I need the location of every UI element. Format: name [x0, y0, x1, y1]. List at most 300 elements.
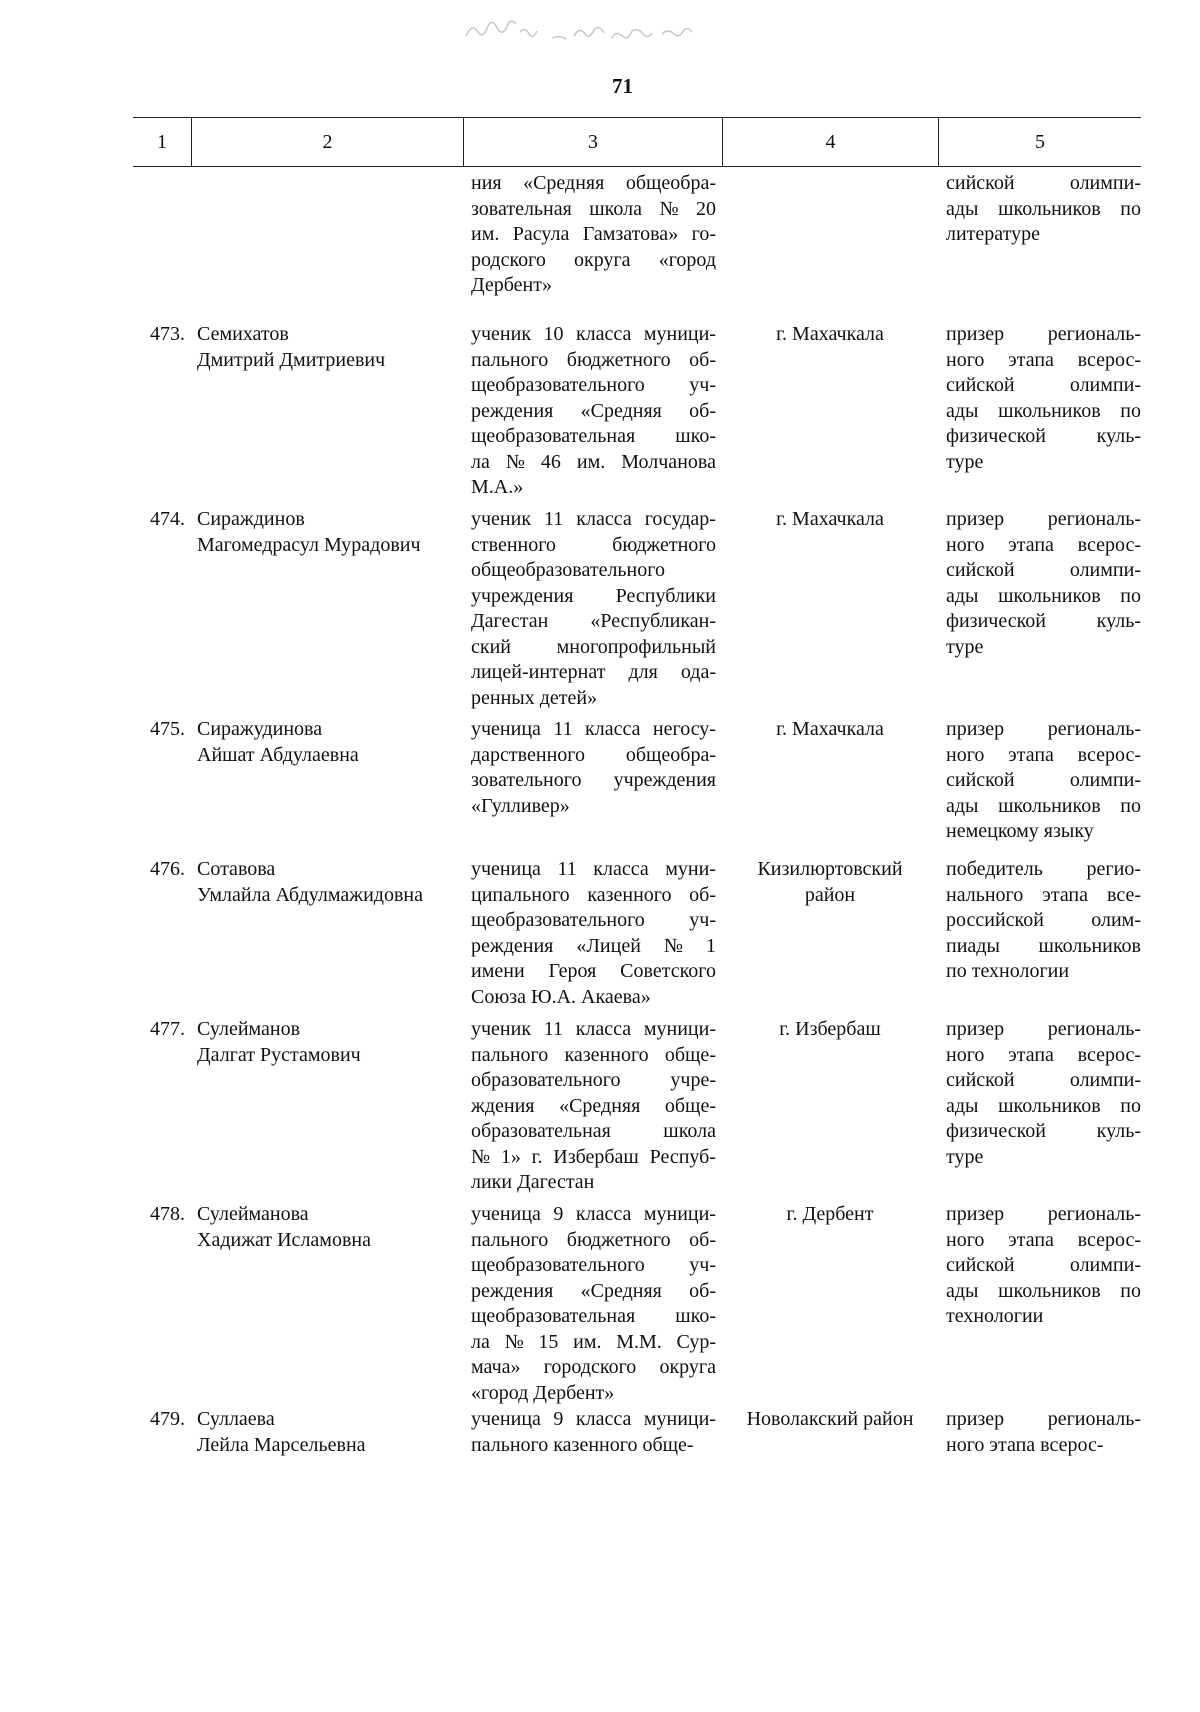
cell-line	[946, 373, 1141, 399]
cell-word: школьников	[998, 794, 1101, 817]
cell-line: немецкому языку	[946, 820, 1094, 842]
cell-line	[946, 1253, 1141, 1279]
cell-word: Респуб-	[649, 1145, 716, 1168]
cell-line	[946, 399, 1141, 425]
cell-word: зовательного	[471, 769, 582, 791]
cell-word: зовательная	[471, 197, 572, 220]
cell-word: класса	[575, 323, 632, 345]
cell-line	[471, 1355, 716, 1381]
table-row	[133, 717, 1141, 845]
cell-word: щеобразовательного	[471, 909, 645, 931]
cell-line	[471, 1017, 716, 1043]
cell-line	[471, 348, 716, 374]
cell-line: Новолакский район	[746, 1408, 914, 1430]
cell-line: Сулейманова	[197, 1203, 309, 1225]
cell-line: г. Махачкала	[776, 323, 884, 345]
cell-word: ады	[946, 1279, 979, 1302]
cell-word: государ-	[644, 508, 716, 530]
cell-line	[946, 1068, 1141, 1094]
cell-word: об-	[689, 1279, 716, 1302]
cell-line: Дербент»	[471, 274, 552, 296]
cell-line	[946, 883, 1141, 909]
cell-line: туре	[946, 1145, 984, 1168]
empty-cell	[133, 171, 191, 299]
cell-line	[946, 743, 1141, 769]
cell-word: олимпи-	[1069, 172, 1141, 194]
cell-word: ский	[471, 635, 511, 658]
place-cell	[722, 1202, 938, 1406]
cell-word: 9	[553, 1203, 564, 1225]
cell-line	[471, 609, 716, 635]
cell-word: региональ-	[1047, 718, 1141, 740]
cell-word: бюджетного	[566, 348, 671, 371]
cell-word: ственного	[471, 533, 556, 556]
cell-line	[946, 1043, 1141, 1069]
cell-word: учреждения	[613, 769, 716, 791]
cell-word: олимпи-	[1069, 1069, 1141, 1091]
cell-word: Избербаш	[553, 1145, 639, 1168]
cell-line	[471, 222, 716, 248]
cell-line: Семихатов	[197, 323, 289, 345]
cell-word: школьников	[998, 1094, 1101, 1117]
cell-word: 9	[553, 1408, 564, 1430]
cell-word: по	[1120, 584, 1141, 607]
cell-word: школьников	[998, 1279, 1101, 1302]
cell-word: Молчанова	[621, 450, 716, 473]
cell-word: ода-	[680, 661, 716, 683]
cell-word: ученик	[471, 508, 532, 530]
cell-word: бюджетного	[566, 1228, 671, 1251]
cell-line: Умлайла Абдулмажидовна	[197, 883, 423, 906]
cell-word: класса	[576, 508, 632, 530]
cell-word: об-	[689, 399, 716, 422]
cell-line	[471, 1228, 716, 1254]
status-cell	[938, 857, 1141, 1010]
cell-word: олимпи-	[1069, 559, 1141, 581]
status-cell	[938, 1407, 1141, 1458]
empty-cell	[722, 171, 938, 299]
header-col-4: 4	[722, 118, 938, 166]
cell-word: ученица	[471, 858, 541, 880]
name-cell	[191, 322, 463, 501]
cell-word: физической	[946, 610, 1046, 632]
cell-word: уч-	[689, 1254, 716, 1276]
cell-line: Айшат Абдулаевна	[197, 743, 359, 766]
cell-word: округа	[659, 1356, 716, 1378]
cell-line: Лейла Марсельевна	[197, 1433, 366, 1456]
cell-word: по	[1120, 1094, 1141, 1117]
cell-word: Дагестан	[471, 610, 549, 632]
cell-word: по	[1120, 399, 1141, 422]
cell-word: этапа	[1008, 348, 1054, 371]
cell-line: лики Дагестан	[471, 1171, 595, 1193]
cell-line: туре	[946, 635, 984, 658]
cell-word: «Средняя	[580, 399, 662, 422]
cell-word: 1	[705, 934, 716, 957]
cell-line: пального казенного обще-	[471, 1433, 694, 1456]
cell-word: школа	[589, 197, 642, 220]
cell-word: региональ-	[1047, 323, 1141, 345]
cell-word: об-	[689, 1228, 716, 1251]
status-cell	[938, 322, 1141, 501]
cell-line	[471, 533, 716, 559]
cell-line	[946, 507, 1141, 533]
cell-word: Гамзатова»	[582, 223, 679, 245]
cell-word: ученица	[471, 1408, 541, 1430]
cell-word: шко-	[675, 425, 716, 447]
cell-word: 11	[543, 1018, 564, 1040]
cell-word: победитель	[946, 858, 1043, 880]
cell-word: муници-	[643, 323, 716, 345]
cell-line	[946, 533, 1141, 559]
cell-word: им.	[576, 450, 606, 473]
cell-line	[471, 424, 716, 450]
cell-word: М.М.	[616, 1330, 662, 1353]
cell-word: щеобразовательного	[471, 1254, 645, 1276]
cell-line	[471, 1043, 716, 1069]
cell-line: г. Дербент	[786, 1203, 874, 1225]
cell-line: ного этапа всерос-	[946, 1433, 1104, 1456]
table-header	[133, 117, 1141, 167]
cell-word: муници-	[643, 1408, 716, 1430]
cell-word: 11	[557, 858, 577, 880]
cell-line	[471, 507, 716, 533]
cell-line	[946, 1202, 1141, 1228]
cell-word: многопрофильный	[556, 635, 716, 658]
cell-line: Сулейманов	[197, 1018, 301, 1040]
cell-word: 1»	[500, 1145, 521, 1168]
cell-word: имени	[471, 960, 525, 982]
cell-word: сийской	[946, 1069, 1015, 1091]
cell-line	[471, 1253, 716, 1279]
status-cell	[938, 717, 1141, 845]
row-number: 473.	[150, 323, 185, 345]
cell-word: призер	[946, 718, 1005, 740]
cell-word: об-	[689, 348, 716, 371]
cell-word: лицей-интернат	[471, 661, 606, 683]
cell-word: ного	[946, 533, 985, 556]
cell-word: «Средняя	[523, 172, 605, 194]
cell-line	[471, 1304, 716, 1330]
cell-line	[946, 934, 1141, 960]
cell-word: этапа	[1008, 1043, 1054, 1066]
page-number: 71	[612, 74, 633, 98]
cell-line	[471, 399, 716, 425]
cell-line	[946, 322, 1141, 348]
cell-line	[471, 1145, 716, 1171]
status-cell	[938, 171, 1141, 299]
cell-line	[471, 1068, 716, 1094]
cell-word: муници-	[643, 1203, 716, 1225]
cell-line	[946, 558, 1141, 584]
cell-line	[471, 197, 716, 223]
cell-word: класса	[593, 858, 649, 880]
cell-word: класса	[575, 1203, 632, 1225]
cell-word: об-	[689, 883, 716, 906]
cell-word: негосу-	[652, 718, 716, 740]
school-cell	[463, 1017, 722, 1196]
cell-word: всерос-	[1077, 1043, 1141, 1066]
cell-line: Кизилюртовский	[757, 858, 903, 880]
place-cell	[722, 717, 938, 845]
cell-word: 10	[543, 323, 564, 345]
cell-word: ады	[946, 197, 979, 220]
cell-line: «город Дербент»	[471, 1381, 615, 1404]
cell-word: пального	[471, 1228, 549, 1251]
cell-word: дарственного	[471, 743, 585, 766]
cell-word: ученик	[471, 323, 532, 345]
cell-word: ждения	[471, 1094, 535, 1117]
name-cell	[191, 1202, 463, 1406]
place-cell	[722, 507, 938, 711]
cell-line: Дмитрий Дмитриевич	[197, 348, 386, 371]
cell-word: призер	[946, 1018, 1005, 1040]
cell-word: физической	[946, 1120, 1046, 1142]
empty-cell	[191, 171, 463, 299]
school-cell	[463, 171, 722, 299]
name-cell	[191, 857, 463, 1010]
cell-word: российской	[946, 909, 1044, 931]
cell-line: г. Махачкала	[776, 508, 884, 530]
name-cell	[191, 507, 463, 711]
cell-word: ного	[946, 743, 985, 766]
cell-line	[471, 934, 716, 960]
cell-word: ного	[946, 1043, 985, 1066]
cell-word: муни-	[665, 858, 716, 880]
cell-word: школьников	[998, 584, 1101, 607]
row-number: 475.	[150, 718, 185, 740]
cell-line	[946, 1119, 1141, 1145]
name-cell	[191, 717, 463, 845]
cell-word: для	[628, 661, 658, 683]
cell-line	[946, 424, 1141, 450]
cell-line: «Гулливер»	[471, 794, 570, 817]
cell-word: нального	[946, 883, 1024, 906]
school-cell	[463, 1202, 722, 1406]
cell-line	[471, 1119, 716, 1145]
cell-word: региональ-	[1047, 508, 1141, 530]
cell-word: сийской	[946, 1254, 1015, 1276]
cell-word: школьников	[1038, 934, 1141, 957]
cell-word: округа	[574, 248, 631, 271]
cell-line: по технологии	[946, 960, 1070, 982]
results-table	[133, 117, 1141, 1456]
cell-word: класса	[585, 718, 641, 740]
cell-line	[471, 584, 716, 610]
cell-word: уч-	[689, 374, 716, 396]
cell-word: 11	[544, 508, 564, 530]
cell-word: этапа	[1008, 743, 1054, 766]
cell-line	[946, 717, 1141, 743]
cell-line	[946, 908, 1141, 934]
cell-line: ренных детей»	[471, 686, 598, 709]
cell-word: этапа	[1042, 883, 1089, 906]
cell-word: 11	[553, 718, 573, 740]
cell-word: учре-	[670, 1069, 716, 1091]
cell-line: г. Избербаш	[779, 1018, 881, 1040]
cell-line: Сираждинов	[197, 508, 305, 530]
cell-line	[471, 1407, 716, 1433]
cell-word: щеобразовательного	[471, 374, 645, 396]
cell-line: общеобразовательного	[471, 559, 665, 581]
header-col-3: 3	[463, 118, 722, 166]
cell-word: всерос-	[1077, 743, 1141, 766]
school-cell	[463, 507, 722, 711]
place-cell	[722, 857, 938, 1010]
cell-word: все-	[1107, 883, 1141, 906]
school-cell	[463, 322, 722, 501]
cell-word: Сур-	[676, 1330, 716, 1353]
cell-line	[471, 1330, 716, 1356]
cell-line: туре	[946, 450, 984, 473]
cell-word: реждения	[471, 1279, 554, 1302]
cell-word: школьников	[998, 399, 1101, 422]
cell-word: общеобра-	[625, 743, 716, 766]
name-cell	[191, 1017, 463, 1196]
cell-word: олим-	[1091, 909, 1141, 931]
cell-word: школьников	[998, 197, 1101, 220]
cell-line	[471, 883, 716, 909]
cell-word: ния	[471, 172, 502, 194]
cell-word: го-	[691, 223, 716, 245]
cell-line: Сотавова	[197, 858, 276, 880]
cell-word: мача»	[471, 1356, 521, 1378]
cell-line: Далгат Рустамович	[197, 1043, 361, 1066]
status-cell	[938, 1202, 1141, 1406]
cell-line	[946, 1228, 1141, 1254]
cell-word: регио-	[1086, 858, 1141, 880]
cell-line	[946, 1017, 1141, 1043]
cell-word: этапа	[1008, 533, 1054, 556]
cell-line: литературе	[946, 223, 1041, 245]
cell-word: «город	[658, 248, 716, 271]
school-cell	[463, 857, 722, 1010]
cell-word: ученик	[471, 1018, 532, 1040]
stamp-mark	[462, 14, 712, 48]
cell-line	[471, 322, 716, 348]
cell-word: всерос-	[1077, 1228, 1141, 1251]
cell-word: олимпи-	[1069, 769, 1141, 791]
cell-word: школа	[663, 1120, 716, 1142]
cell-line: технологии	[946, 1305, 1044, 1327]
place-cell	[722, 1407, 938, 1458]
cell-line	[471, 743, 716, 769]
status-cell	[938, 1017, 1141, 1196]
cell-line	[471, 857, 716, 883]
table-row	[133, 1017, 1141, 1196]
cell-word: по	[1120, 1279, 1141, 1302]
cell-word: куль-	[1096, 425, 1141, 447]
cell-word: сийской	[946, 769, 1015, 791]
cell-word: ады	[946, 794, 979, 817]
cell-word: бюджетного	[612, 533, 716, 556]
cell-line	[471, 635, 716, 661]
cell-word: Героя	[548, 960, 597, 982]
cell-word: казенного	[564, 1043, 649, 1066]
cell-word: учреждения	[471, 584, 574, 607]
cell-word: №	[663, 934, 683, 957]
cell-word: ного	[946, 1228, 985, 1251]
cell-line: М.А.»	[471, 476, 524, 498]
cell-word: реждения	[471, 934, 554, 957]
header-col-1: 1	[157, 130, 167, 153]
cell-word: общеобра-	[625, 172, 716, 194]
cell-line	[946, 857, 1141, 883]
cell-line	[946, 197, 1141, 223]
cell-word: призер	[946, 1408, 1005, 1430]
table-row	[133, 857, 1141, 1010]
table-row	[133, 507, 1141, 711]
cell-word: «Средняя	[580, 1279, 662, 1302]
table-row-continuation	[133, 171, 1141, 299]
row-number: 478.	[150, 1203, 185, 1225]
cell-word: №	[659, 197, 679, 220]
cell-word: по	[1120, 197, 1141, 220]
cell-word: «Средняя	[559, 1094, 641, 1117]
cell-word: им.	[471, 223, 500, 245]
cell-line: Сиражудинова	[197, 718, 323, 740]
cell-word: всерос-	[1077, 348, 1141, 371]
cell-word: ученица	[471, 718, 541, 740]
cell-word: 20	[695, 197, 716, 220]
cell-word: призер	[946, 1203, 1005, 1225]
cell-word: всерос-	[1077, 533, 1141, 556]
cell-word: ципального	[471, 883, 570, 906]
cell-word: призер	[946, 323, 1005, 345]
cell-word: обще-	[664, 1043, 716, 1066]
cell-word: региональ-	[1047, 1018, 1141, 1040]
cell-word: обще-	[664, 1094, 716, 1117]
school-cell	[463, 717, 722, 845]
cell-word: куль-	[1096, 610, 1141, 632]
cell-line: г. Махачкала	[776, 718, 884, 740]
cell-line	[946, 1279, 1141, 1305]
cell-line	[471, 717, 716, 743]
cell-line: район	[804, 883, 856, 906]
cell-line	[471, 1279, 716, 1305]
cell-word: щеобразовательная	[471, 425, 636, 447]
school-cell	[463, 1407, 722, 1458]
cell-line	[471, 959, 716, 985]
cell-line: Магомедрасул Мурадович	[197, 533, 421, 556]
cell-line	[946, 348, 1141, 374]
cell-word: ла	[471, 450, 490, 473]
cell-line: Суллаева	[197, 1408, 275, 1430]
row-number: 477.	[150, 1018, 185, 1040]
cell-line	[946, 171, 1141, 197]
cell-word: призер	[946, 508, 1005, 530]
cell-word: 46	[540, 450, 561, 473]
cell-word: г.	[531, 1145, 543, 1168]
cell-word: щеобразовательная	[471, 1305, 636, 1327]
cell-word: ла	[471, 1330, 490, 1353]
cell-word: региональ-	[1047, 1408, 1141, 1430]
cell-line	[471, 248, 716, 274]
cell-word: пиады	[946, 934, 1000, 957]
cell-line	[471, 373, 716, 399]
cell-word: 15	[538, 1330, 559, 1353]
cell-word: по	[1120, 794, 1141, 817]
cell-word: муници-	[643, 1018, 716, 1040]
cell-word: ады	[946, 399, 979, 422]
cell-word: региональ-	[1047, 1203, 1141, 1225]
name-cell	[191, 1407, 463, 1458]
table-row	[133, 1407, 1141, 1458]
cell-line	[946, 609, 1141, 635]
cell-word: родского	[471, 248, 546, 271]
cell-line	[946, 794, 1141, 820]
cell-line	[946, 584, 1141, 610]
